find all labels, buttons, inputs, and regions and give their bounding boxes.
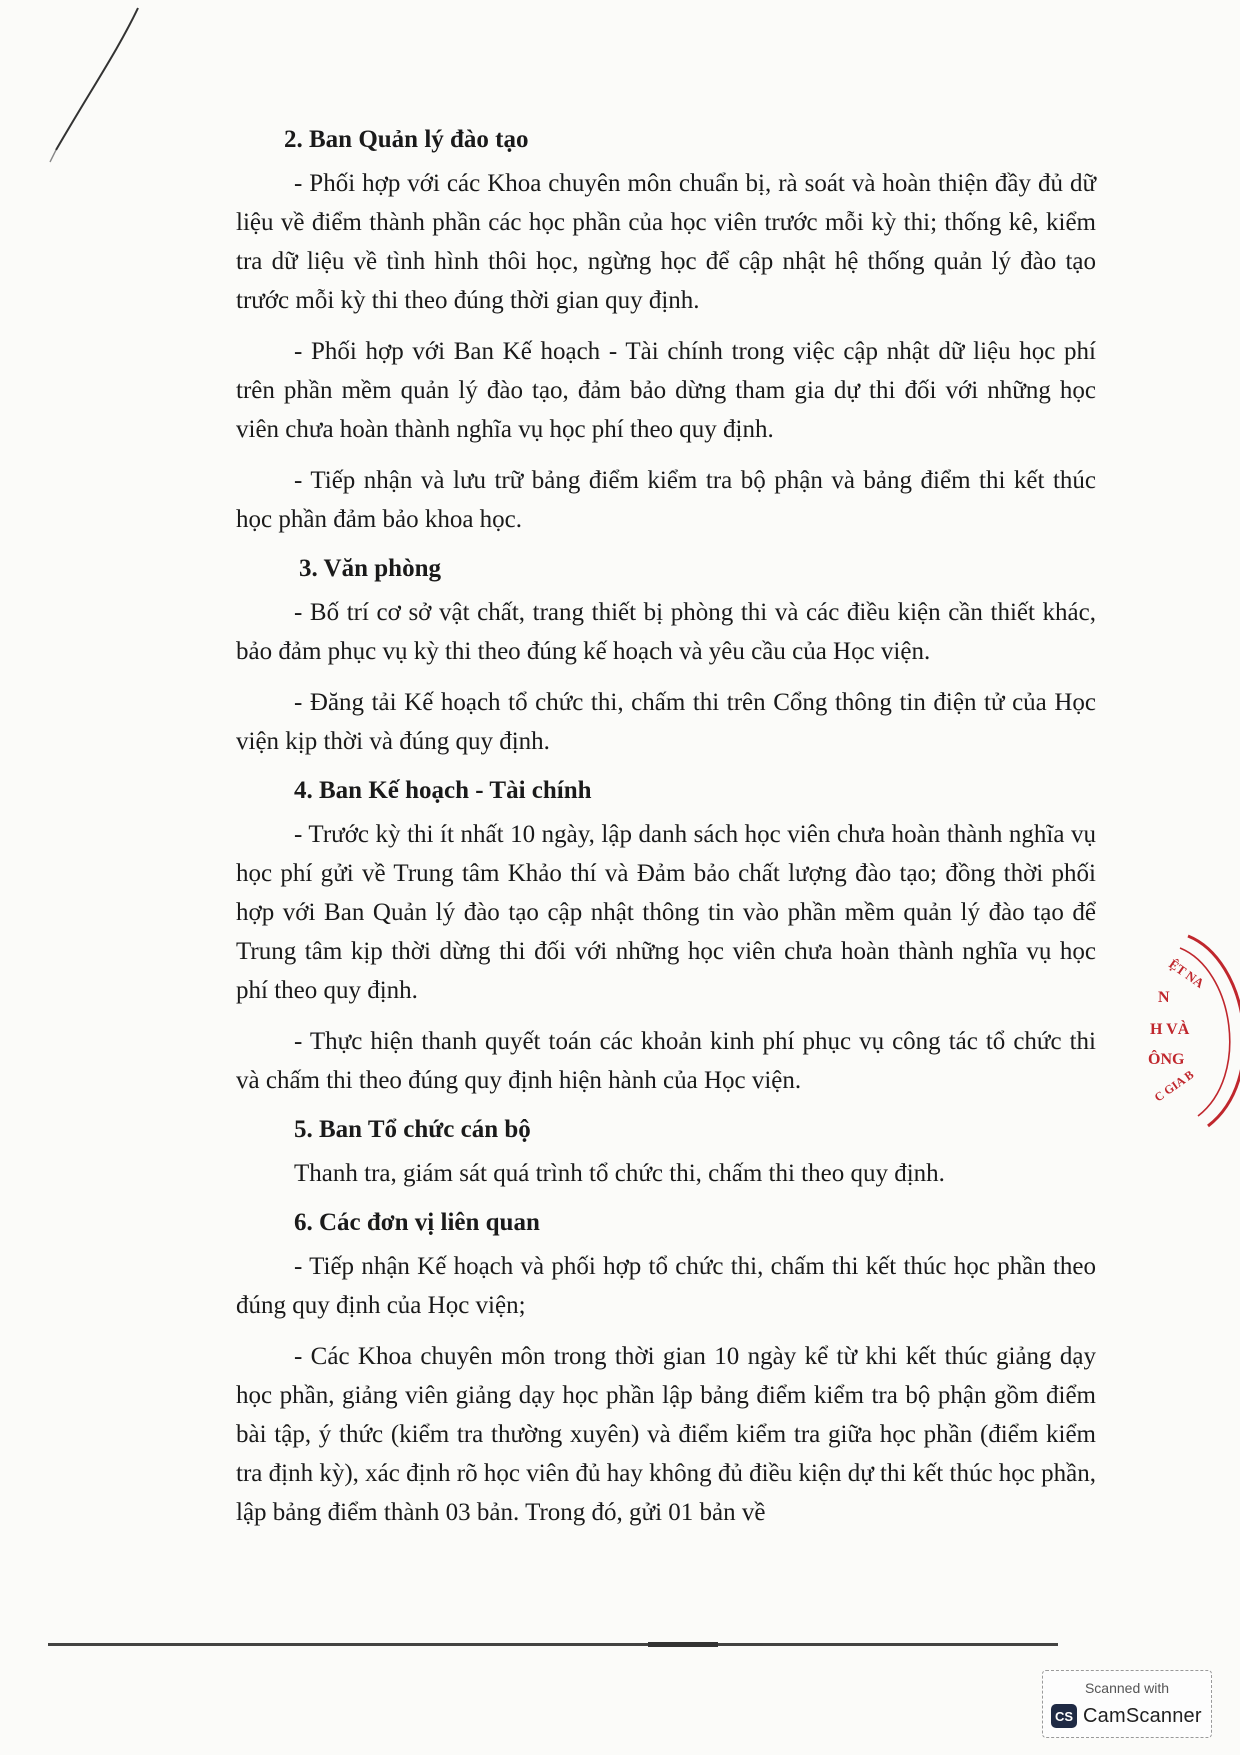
paragraph: - Đăng tải Kế hoạch tổ chức thi, chấm thi trên Cổng thông tin điện tử của Học viện kịp thời và đúng quy định. <box>236 689 1096 755</box>
stamp-text: N <box>1158 989 1170 1006</box>
document-body <box>236 122 1096 1544</box>
paragraph: - Trước kỳ thi ít nhất 10 ngày, lập danh sách học viên chưa hoàn thành nghĩa vụ học phí gửi về Trung tâm Khảo thí và Đảm bảo chất lượng đào tạo; đồng thời phối hợp với Ban Quản lý đào tạo cập nhật thông tin vào phần mềm quản lý đào tạo để Trung tâm kịp thời dừng thi đối với những học viên chưa hoàn thành nghĩa vụ học phí theo quy định. <box>236 821 1096 1004</box>
scan-edge-mark <box>0 0 160 170</box>
camscanner-watermark <box>1042 1670 1212 1738</box>
camscanner-logo-icon: CS <box>1051 1704 1077 1728</box>
paragraph: - Tiếp nhận Kế hoạch và phối hợp tổ chức thi, chấm thi kết thúc học phần theo đúng quy định của Học viện; <box>236 1253 1096 1319</box>
paragraph: - Phối hợp với các Khoa chuyên môn chuẩn bị, rà soát và hoàn thiện đầy đủ dữ liệu về điểm thành phần các học phần của học viên trước mỗi kỳ thi; thống kê, kiểm tra dữ liệu về tình hình thôi học, ngừng học để cập nhật hệ thống quản lý đào tạo trước mỗi kỳ thi theo đúng thời gian quy định. <box>236 170 1096 314</box>
paragraph: - Phối hợp với Ban Kế hoạch - Tài chính trong việc cập nhật dữ liệu học phí trên phần mềm quản lý đào tạo, đảm bảo dừng tham gia dự thi đối với những học viên chưa hoàn thành nghĩa vụ học phí theo quy định. <box>236 338 1096 443</box>
watermark-brand: CamScanner <box>1083 1704 1202 1727</box>
paragraph: - Tiếp nhận và lưu trữ bảng điểm kiểm tra bộ phận và bảng điểm thi kết thúc học phần đảm bảo khoa học. <box>236 467 1096 533</box>
paragraph: - Thực hiện thanh quyết toán các khoản kinh phí phục vụ công tác tổ chức thi và chấm thi theo đúng quy định hiện hành của Học viện. <box>236 1028 1096 1094</box>
paragraph: - Các Khoa chuyên môn trong thời gian 10 ngày kể từ khi kết thúc giảng dạy học phần, giảng viên giảng dạy học phần lập bảng điểm kiểm tra bộ phận gồm điểm bài tập, ý thức (kiểm tra thường xuyên) và điểm kiểm tra giữa học phần (điểm kiểm tra định kỳ), xác định rõ học viên đủ hay không đủ điều kiện dự thi kết thúc học phần, lập bảng điểm thành 03 bản. Trong đó, gửi 01 bản về <box>236 1343 1096 1526</box>
footer-divider <box>48 1643 1058 1646</box>
red-seal-stamp <box>1128 930 1240 1130</box>
stamp-text: ỆT NA <box>1166 956 1207 991</box>
section-heading-2: 2. Ban Quản lý đào tạo <box>284 126 529 153</box>
stamp-text: H VÀ <box>1150 1021 1190 1038</box>
stamp-text: ÔNG <box>1148 1051 1185 1068</box>
section-heading-6: 6. Các đơn vị liên quan <box>294 1209 540 1236</box>
stamp-text: C GIA B <box>1151 1067 1197 1105</box>
watermark-caption: Scanned with <box>1084 1680 1170 1696</box>
section-heading-4: 4. Ban Kế hoạch - Tài chính <box>294 777 592 804</box>
paragraph: Thanh tra, giám sát quá trình tổ chức thi, chấm thi theo quy định. <box>294 1160 945 1187</box>
section-heading-3: 3. Văn phòng <box>299 555 441 582</box>
section-heading-5: 5. Ban Tổ chức cán bộ <box>294 1116 531 1143</box>
paragraph: - Bố trí cơ sở vật chất, trang thiết bị phòng thi và các điều kiện cần thiết khác, bảo đảm phục vụ kỳ thi theo đúng kế hoạch và yêu cầu của Học viện. <box>236 599 1096 665</box>
